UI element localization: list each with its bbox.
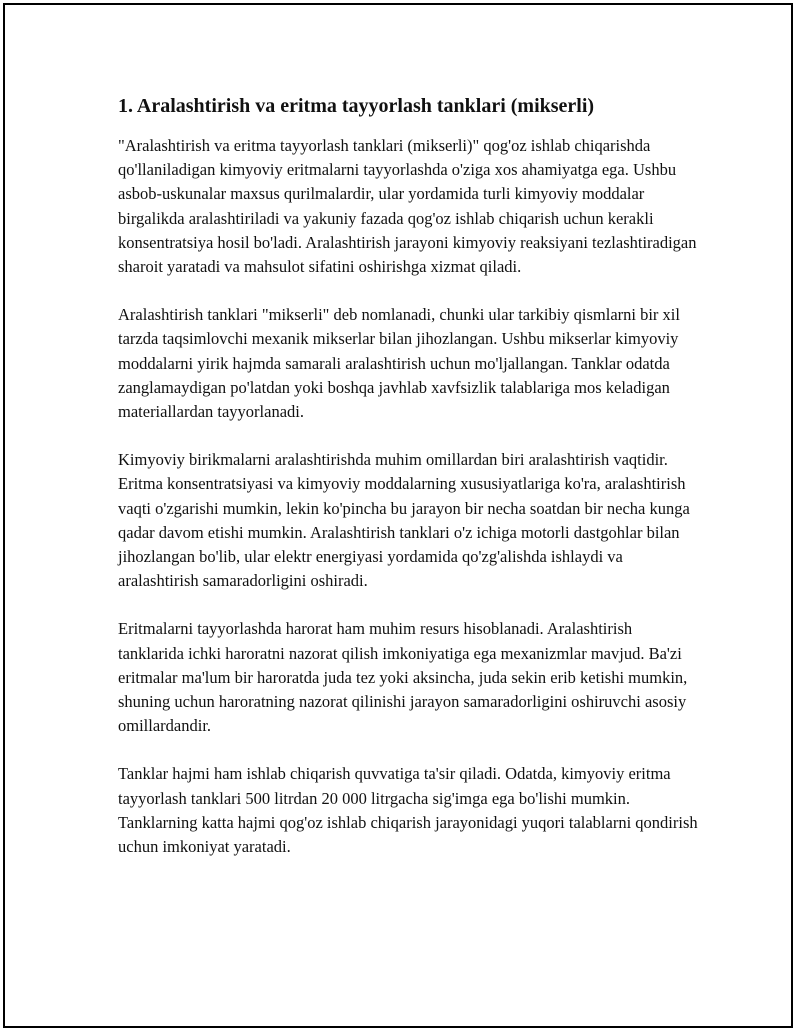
paragraph-mixers: Aralashtirish tanklari "mikserli" deb nomlanadi, chunki ular tarkibiy qismlarni bir xil tarzda taqsimlovchi mexanik mikserlar bilan jihozlangan. Ushbu mikserlar kimyoviy moddalarni yirik hajmda samarali aralashtirish uchun mo'ljallangan. Tanklar odatda zanglamaydigan po'latdan yoki boshqa javhlab xavfsizlik talablariga mos keladigan materiallardan tayyorlanadi. — [118, 305, 680, 422]
paragraph-tank-volume: Tanklar hajmi ham ishlab chiqarish quvvatiga ta'sir qiladi. Odatda, kimyoviy eritma tayyorlash tanklari 500 litrdan 20 000 litrgacha sig'imga ega bo'lishi mumkin. Tanklarning katta hajmi qog'oz ishlab chiqarish jarayonidagi yuqori talablarni qondirish uchun imkoniyat yaratadi. — [118, 764, 698, 857]
paragraph-mixing-time: Kimyoviy birikmalarni aralashtirishda muhim omillardan biri aralashtirish vaqtidir. Eritma konsentratsiyasi va kimyoviy moddalarning xususiyatlariga ko'ra, aralashtirish vaqti o'zgarishi mumkin, lekin ko'pincha bu jarayon bir necha soatdan bir necha kunga qadar davom etishi mumkin. Aralashtirish tanklari o'z ichiga motorli dastgohlar bilan jihozlangan bo'lib, ular elektr energiyasi yordamida qo'zg'alishda ishlaydi va aralashtirish samaradorligini oshiradi. — [118, 450, 690, 591]
paragraph-temperature: Eritmalarni tayyorlashda harorat ham muhim resurs hisoblanadi. Aralashtirish tanklarida ichki haroratni nazorat qilish imkoniyatiga ega mexanizmlar mavjud. Ba'zi eritmalar ma'lum bir haroratda juda tez yoki aksincha, juda sekin erib ketishi mumkin, shuning uchun haroratning nazorat qilinishi jarayon samaradorligini oshiruvchi asosiy omillardandir. — [118, 619, 688, 736]
section-heading: 1. Aralashtirish va eritma tayyorlash tanklari (mikserli) — [118, 95, 595, 117]
document-body — [118, 92, 698, 883]
paragraph-intro: "Aralashtirish va eritma tayyorlash tanklari (mikserli)" qog'oz ishlab chiqarishda qo'llaniladigan kimyoviy eritmalarni tayyorlashda o'ziga xos ahamiyatga ega. Ushbu asbob-uskunalar maxsus qurilmalardir, ular yordamida turli kimyoviy moddalar birgalikda aralashtiriladi va yakuniy fazada qog'oz ishlab chiqarish uchun kerakli konsentratsiya hosil bo'ladi. Aralashtirish jarayoni kimyoviy reaksiyani tezlashtiradigan sharoit yaratadi va mahsulot sifatini oshirishga xizmat qiladi. — [118, 136, 697, 277]
